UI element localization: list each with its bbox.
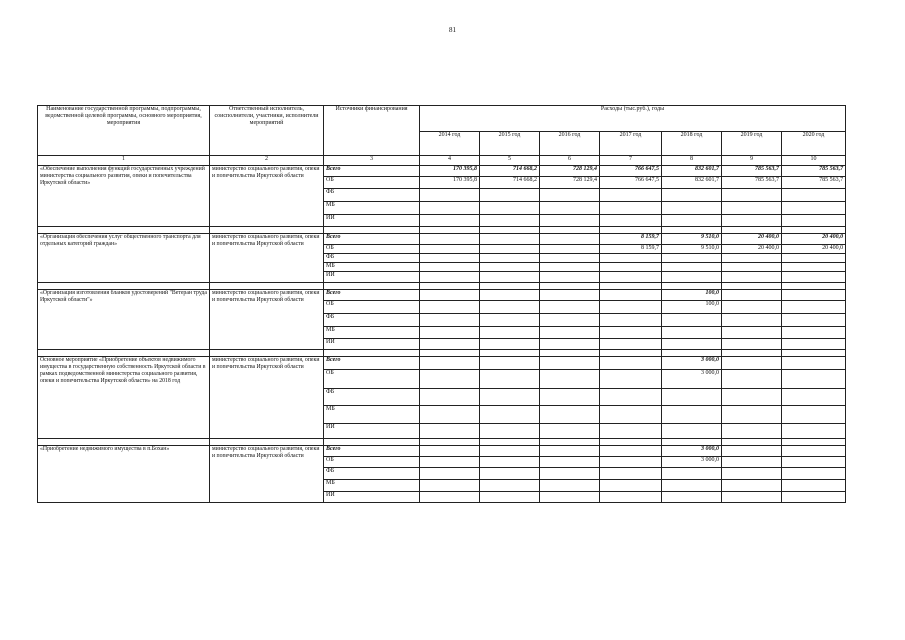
value-cell — [420, 357, 480, 370]
spacer-cell — [600, 283, 662, 290]
value-cell — [722, 492, 782, 503]
value-cell: 100,0 — [662, 301, 722, 314]
header-year: 2016 год — [540, 132, 600, 156]
table-row — [38, 290, 846, 301]
value-cell: 20 400,0 — [722, 245, 782, 254]
value-cell — [420, 406, 480, 424]
value-cell — [480, 339, 540, 350]
table-row — [38, 234, 846, 245]
value-cell — [420, 189, 480, 202]
spacer-cell — [600, 439, 662, 446]
value-cell — [600, 406, 662, 424]
block-spacer-row — [38, 283, 846, 290]
spacer-cell — [324, 283, 420, 290]
value-cell — [782, 457, 846, 468]
value-cell — [600, 290, 662, 301]
value-cell — [722, 272, 782, 283]
source-cell: ОБ — [324, 177, 420, 189]
source-cell: МБ — [324, 327, 420, 339]
value-cell — [782, 189, 846, 202]
value-cell — [722, 202, 782, 215]
value-cell — [600, 480, 662, 492]
spacer-cell — [782, 283, 846, 290]
value-cell — [662, 424, 722, 439]
value-cell — [782, 492, 846, 503]
value-cell — [722, 446, 782, 457]
value-cell — [540, 339, 600, 350]
value-cell — [782, 263, 846, 272]
responsible-cell: министерство социального развития, опеки и попечительства Иркутской области — [210, 290, 324, 350]
source-cell: ФБ — [324, 189, 420, 202]
value-cell — [540, 327, 600, 339]
value-cell — [420, 301, 480, 314]
spacer-cell — [38, 283, 210, 290]
value-cell — [782, 468, 846, 480]
spacer-cell — [324, 439, 420, 446]
value-cell — [600, 327, 662, 339]
value-cell — [722, 215, 782, 227]
responsible-cell: министерство социального развития, опеки и попечительства Иркутской области — [210, 446, 324, 503]
value-cell — [420, 272, 480, 283]
value-cell — [662, 189, 722, 202]
source-cell: МБ — [324, 480, 420, 492]
block-spacer-row — [38, 350, 846, 357]
value-cell: 785 563,7 — [722, 177, 782, 189]
value-cell — [600, 370, 662, 389]
value-cell — [420, 339, 480, 350]
value-cell — [480, 245, 540, 254]
value-cell — [480, 406, 540, 424]
spacer-cell — [38, 350, 210, 357]
value-cell — [540, 492, 600, 503]
table-row — [38, 446, 846, 457]
value-cell — [782, 389, 846, 406]
value-cell — [782, 480, 846, 492]
value-cell — [782, 406, 846, 424]
value-cell — [782, 202, 846, 215]
value-cell: 3 000,0 — [662, 446, 722, 457]
value-cell — [540, 245, 600, 254]
responsible-cell: министерство социального развития, опеки и попечительства Иркутской области — [210, 357, 324, 439]
header-responsible: Ответственный исполнитель, соисполнители, участники, исполнители мероприятий — [210, 106, 324, 156]
source-cell: ИИ — [324, 424, 420, 439]
spacer-cell — [38, 227, 210, 234]
spacer-cell — [480, 350, 540, 357]
value-cell — [420, 480, 480, 492]
value-cell — [662, 272, 722, 283]
value-cell — [600, 202, 662, 215]
value-cell — [420, 254, 480, 263]
value-cell — [420, 446, 480, 457]
value-cell: 8 159,7 — [600, 245, 662, 254]
value-cell — [540, 215, 600, 227]
spacer-cell — [420, 283, 480, 290]
value-cell — [540, 272, 600, 283]
value-cell — [662, 254, 722, 263]
value-cell — [722, 406, 782, 424]
source-cell: Всего — [324, 357, 420, 370]
value-cell — [600, 189, 662, 202]
value-cell — [782, 424, 846, 439]
value-cell — [722, 357, 782, 370]
value-cell — [782, 357, 846, 370]
value-cell — [662, 327, 722, 339]
value-cell — [420, 314, 480, 327]
value-cell — [420, 457, 480, 468]
value-cell — [540, 301, 600, 314]
value-cell — [782, 272, 846, 283]
block-spacer-row — [38, 227, 846, 234]
value-cell — [480, 301, 540, 314]
value-cell — [600, 468, 662, 480]
value-cell — [662, 406, 722, 424]
source-cell: МБ — [324, 202, 420, 215]
value-cell: 832 601,7 — [662, 166, 722, 177]
column-number: 10 — [782, 156, 846, 166]
source-cell: ОБ — [324, 301, 420, 314]
source-cell: Всего — [324, 234, 420, 245]
value-cell — [420, 202, 480, 215]
header-year: 2014 год — [420, 132, 480, 156]
header-sources: Источники финансирования — [324, 106, 420, 156]
value-cell — [722, 457, 782, 468]
source-cell: ИИ — [324, 272, 420, 283]
value-cell — [540, 446, 600, 457]
value-cell — [662, 492, 722, 503]
spacer-cell — [210, 439, 324, 446]
value-cell — [600, 339, 662, 350]
value-cell — [600, 446, 662, 457]
value-cell — [480, 424, 540, 439]
value-cell — [420, 263, 480, 272]
value-cell — [722, 327, 782, 339]
value-cell — [722, 480, 782, 492]
value-cell: 766 647,5 — [600, 166, 662, 177]
value-cell — [782, 254, 846, 263]
value-cell — [782, 215, 846, 227]
value-cell: 20 400,0 — [782, 234, 846, 245]
spacer-cell — [324, 227, 420, 234]
spacer-cell — [480, 283, 540, 290]
value-cell — [420, 389, 480, 406]
value-cell — [480, 480, 540, 492]
value-cell — [722, 314, 782, 327]
header-program-name: Наименование государственной программы, подпрограммы, ведомственной целевой программы, основного мероприятия, мероприятия — [38, 106, 210, 156]
value-cell: 728 129,4 — [540, 177, 600, 189]
source-cell: МБ — [324, 263, 420, 272]
program-name-cell: «Организация изготовления бланков удостоверений "Ветеран труда Иркутской области"» — [38, 290, 210, 350]
value-cell — [480, 272, 540, 283]
value-cell — [722, 263, 782, 272]
value-cell: 170 395,8 — [420, 177, 480, 189]
value-cell — [662, 263, 722, 272]
spacer-cell — [722, 227, 782, 234]
source-cell: ОБ — [324, 457, 420, 468]
value-cell — [662, 314, 722, 327]
value-cell: 785 563,7 — [782, 177, 846, 189]
header-year: 2020 год — [782, 132, 846, 156]
value-cell — [480, 357, 540, 370]
value-cell — [480, 215, 540, 227]
value-cell — [540, 263, 600, 272]
source-cell: МБ — [324, 406, 420, 424]
value-cell — [662, 215, 722, 227]
value-cell — [480, 290, 540, 301]
value-cell — [420, 468, 480, 480]
source-cell: ИИ — [324, 339, 420, 350]
value-cell — [480, 446, 540, 457]
column-number: 9 — [722, 156, 782, 166]
value-cell — [722, 290, 782, 301]
spacer-cell — [210, 227, 324, 234]
value-cell: 170 395,8 — [420, 166, 480, 177]
value-cell — [540, 290, 600, 301]
header-expenses: Расходы (тыс.руб.), годы — [420, 106, 846, 132]
value-cell — [722, 339, 782, 350]
spacer-cell — [540, 283, 600, 290]
program-name-cell: «Приобретение недвижимого имущества в п.Бохан» — [38, 446, 210, 503]
value-cell — [420, 290, 480, 301]
value-cell — [480, 389, 540, 406]
spacer-cell — [662, 283, 722, 290]
value-cell — [600, 254, 662, 263]
financing-table — [37, 105, 846, 503]
value-cell: 785 563,7 — [722, 166, 782, 177]
value-cell — [782, 446, 846, 457]
value-cell — [540, 254, 600, 263]
value-cell — [420, 492, 480, 503]
spacer-cell — [480, 227, 540, 234]
value-cell — [540, 314, 600, 327]
value-cell: 20 400,0 — [722, 234, 782, 245]
value-cell — [782, 290, 846, 301]
value-cell — [480, 468, 540, 480]
value-cell — [540, 370, 600, 389]
spacer-cell — [480, 439, 540, 446]
value-cell: 714 668,2 — [480, 177, 540, 189]
source-cell: ИИ — [324, 492, 420, 503]
value-cell — [722, 254, 782, 263]
value-cell — [600, 301, 662, 314]
value-cell — [480, 327, 540, 339]
value-cell — [480, 492, 540, 503]
value-cell — [600, 215, 662, 227]
value-cell — [662, 480, 722, 492]
spacer-cell — [782, 439, 846, 446]
source-cell: ФБ — [324, 468, 420, 480]
value-cell — [540, 406, 600, 424]
value-cell: 9 510,0 — [662, 234, 722, 245]
spacer-cell — [662, 227, 722, 234]
spacer-cell — [662, 439, 722, 446]
value-cell: 8 159,7 — [600, 234, 662, 245]
spacer-cell — [210, 283, 324, 290]
value-cell: 9 510,0 — [662, 245, 722, 254]
source-cell: ФБ — [324, 254, 420, 263]
value-cell — [480, 263, 540, 272]
value-cell — [722, 389, 782, 406]
header-year: 2018 год — [662, 132, 722, 156]
value-cell — [480, 254, 540, 263]
responsible-cell: министерство социального развития, опеки и попечительства Иркутской области — [210, 234, 324, 283]
column-number: 4 — [420, 156, 480, 166]
column-number: 8 — [662, 156, 722, 166]
block-spacer-row — [38, 439, 846, 446]
source-cell: Всего — [324, 166, 420, 177]
value-cell: 100,0 — [662, 290, 722, 301]
spacer-cell — [540, 439, 600, 446]
value-cell — [480, 457, 540, 468]
value-cell — [600, 424, 662, 439]
value-cell — [782, 301, 846, 314]
column-number: 5 — [480, 156, 540, 166]
spacer-cell — [782, 227, 846, 234]
program-name-cell: Основное мероприятие «Приобретение объектов недвижимого имущества в государственную собственность Иркутской области в рамках подведомственной министерства социального развития, опеки и попечительства Иркутской области» на 2018 год — [38, 357, 210, 439]
spacer-cell — [662, 350, 722, 357]
spacer-cell — [600, 350, 662, 357]
source-cell: ФБ — [324, 389, 420, 406]
value-cell — [480, 234, 540, 245]
value-cell: 832 601,7 — [662, 177, 722, 189]
value-cell — [420, 327, 480, 339]
table-row — [38, 357, 846, 370]
value-cell — [540, 234, 600, 245]
value-cell — [600, 389, 662, 406]
value-cell — [600, 357, 662, 370]
value-cell — [600, 272, 662, 283]
value-cell: 766 647,5 — [600, 177, 662, 189]
source-cell: ОБ — [324, 245, 420, 254]
spacer-cell — [722, 283, 782, 290]
source-cell: ФБ — [324, 314, 420, 327]
value-cell — [540, 357, 600, 370]
spacer-cell — [210, 350, 324, 357]
spacer-cell — [420, 227, 480, 234]
value-cell: 714 668,2 — [480, 166, 540, 177]
value-cell — [420, 234, 480, 245]
spacer-cell — [420, 350, 480, 357]
value-cell: 3 000,0 — [662, 457, 722, 468]
value-cell: 20 400,0 — [782, 245, 846, 254]
value-cell — [662, 202, 722, 215]
value-cell — [420, 245, 480, 254]
value-cell — [480, 370, 540, 389]
value-cell — [782, 339, 846, 350]
value-cell — [782, 370, 846, 389]
value-cell — [722, 468, 782, 480]
table-row — [38, 166, 846, 177]
value-cell — [600, 314, 662, 327]
value-cell — [722, 189, 782, 202]
value-cell — [540, 389, 600, 406]
spacer-cell — [38, 439, 210, 446]
value-cell — [600, 457, 662, 468]
column-number: 7 — [600, 156, 662, 166]
value-cell — [782, 314, 846, 327]
spacer-cell — [782, 350, 846, 357]
header-year: 2019 год — [722, 132, 782, 156]
value-cell — [662, 339, 722, 350]
responsible-cell: министерство социального развития, опеки и попечительства Иркутской области — [210, 166, 324, 227]
spacer-cell — [722, 439, 782, 446]
value-cell — [662, 389, 722, 406]
value-cell — [420, 370, 480, 389]
spacer-cell — [540, 227, 600, 234]
value-cell: 728 129,4 — [540, 166, 600, 177]
header-year: 2017 год — [600, 132, 662, 156]
value-cell — [540, 480, 600, 492]
value-cell — [662, 468, 722, 480]
spacer-cell — [540, 350, 600, 357]
source-cell: Всего — [324, 446, 420, 457]
spacer-cell — [722, 350, 782, 357]
value-cell — [420, 424, 480, 439]
column-number: 3 — [324, 156, 420, 166]
value-cell — [540, 468, 600, 480]
spacer-cell — [420, 439, 480, 446]
value-cell — [420, 215, 480, 227]
value-cell — [480, 314, 540, 327]
page-number: 81 — [449, 26, 456, 34]
header-year: 2015 год — [480, 132, 540, 156]
value-cell — [480, 189, 540, 202]
value-cell — [600, 263, 662, 272]
value-cell: 3 000,0 — [662, 357, 722, 370]
value-cell — [722, 301, 782, 314]
source-cell: ОБ — [324, 370, 420, 389]
value-cell — [722, 370, 782, 389]
value-cell — [540, 424, 600, 439]
program-name-cell: «Организация обеспечения услуг общественного транспорта для отдельных категорий граждан» — [38, 234, 210, 283]
source-cell: ИИ — [324, 215, 420, 227]
value-cell — [540, 202, 600, 215]
value-cell — [722, 424, 782, 439]
value-cell — [600, 492, 662, 503]
value-cell — [480, 202, 540, 215]
spacer-cell — [324, 350, 420, 357]
program-name-cell: «Обеспечение выполнения функций государственных учреждений министерства социального развития, опеки и попечительства Иркутской области» — [38, 166, 210, 227]
column-number: 1 — [38, 156, 210, 166]
value-cell — [540, 457, 600, 468]
source-cell: Всего — [324, 290, 420, 301]
column-number: 2 — [210, 156, 324, 166]
value-cell: 785 563,7 — [782, 166, 846, 177]
value-cell — [782, 327, 846, 339]
value-cell — [540, 189, 600, 202]
value-cell: 3 000,0 — [662, 370, 722, 389]
column-number: 6 — [540, 156, 600, 166]
spacer-cell — [600, 227, 662, 234]
